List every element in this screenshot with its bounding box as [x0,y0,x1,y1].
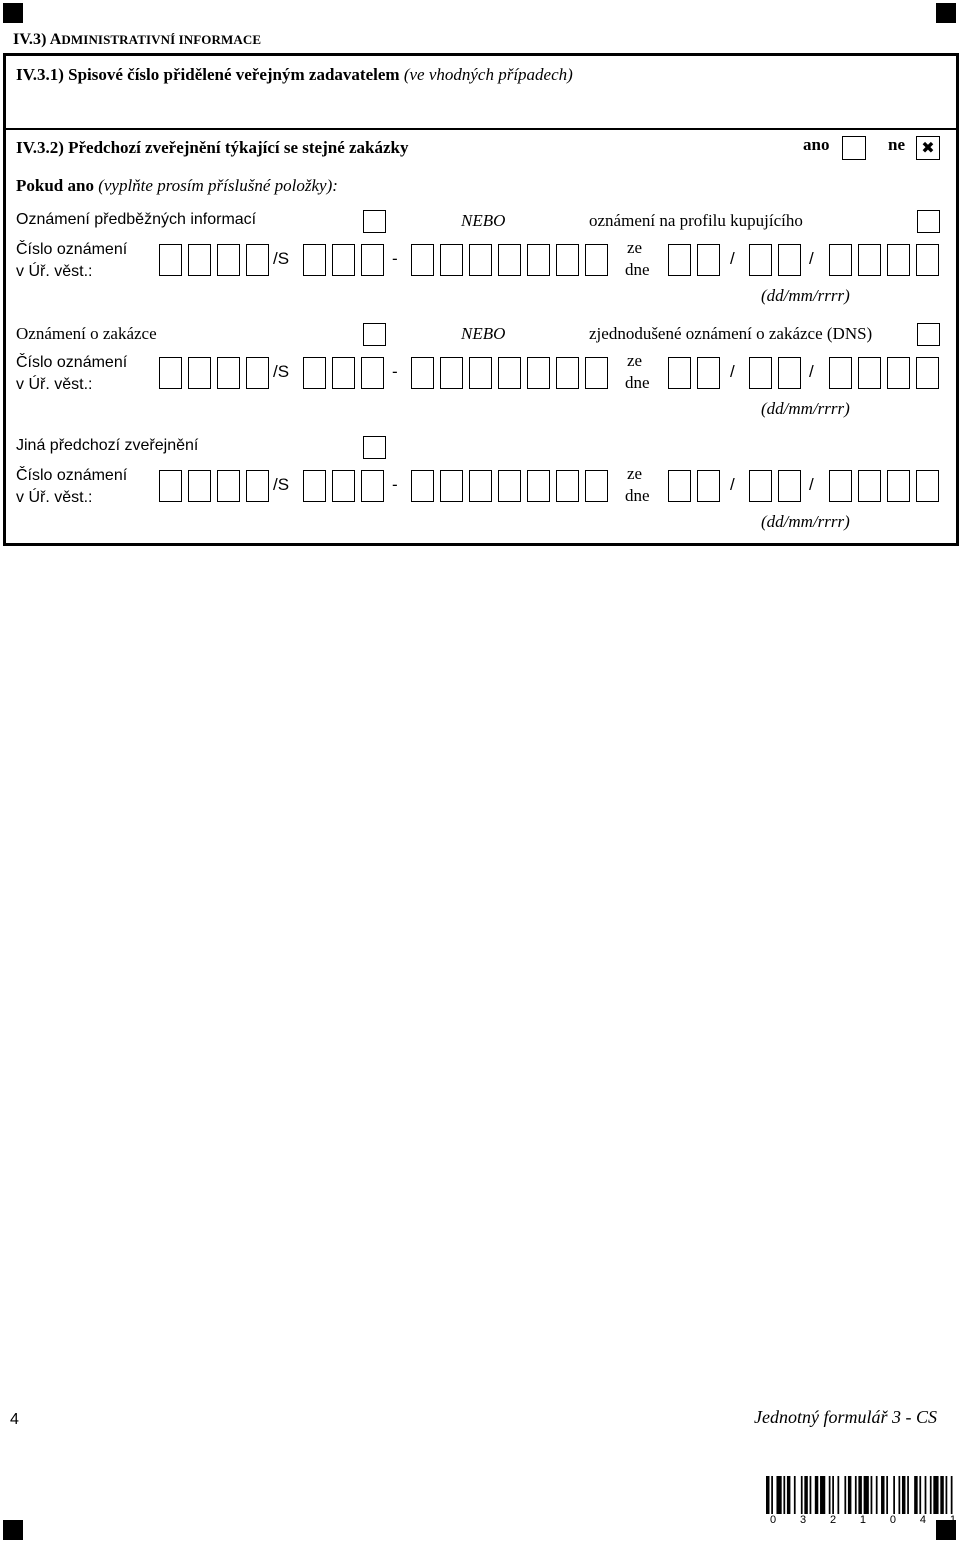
series-digit-box[interactable] [303,357,326,389]
notice-number-label-line2: v Úř. věst.: [16,376,93,393]
day-digit-box[interactable] [668,244,691,276]
buyer-profile-notice-label: oznámení na profilu kupujícího [589,211,803,230]
year-date-digit-box[interactable] [829,357,852,389]
year-date-digit-box[interactable] [887,470,910,502]
page-number: 4 [10,1411,19,1428]
or-label: NEBO [461,324,506,343]
month-digit-box[interactable] [778,244,801,276]
barcode-bar [771,1476,773,1514]
number-digit-box[interactable] [498,470,521,502]
year-digit-box[interactable] [217,244,240,276]
section-title: IV.3) ADMINISTRATIVNÍ INFORMACE [13,31,262,48]
barcode-bar [858,1476,861,1514]
number-digit-box[interactable] [440,470,463,502]
barcode-bar [951,1476,953,1514]
year-digit-box[interactable] [246,470,269,502]
date-prefix-dne: dne [625,486,650,505]
form-name: Jednotný formulář 3 - CS [754,1407,937,1427]
number-digit-box[interactable] [411,470,434,502]
month-digit-box[interactable] [778,470,801,502]
year-digit-box[interactable] [246,357,269,389]
dash-separator: - [392,362,398,381]
s-separator: /S [273,475,290,494]
number-digit-box[interactable] [556,357,579,389]
date-slash: / [730,475,735,494]
barcode-bar [902,1476,905,1514]
simplified-contract-notice-checkbox[interactable] [917,323,940,346]
year-digit-box[interactable] [188,470,211,502]
date-prefix-ze: ze [627,351,643,370]
number-digit-box[interactable] [527,244,550,276]
number-digit-box[interactable] [411,357,434,389]
barcode-bar [804,1476,807,1514]
barcode-bar [893,1476,895,1514]
year-digit-box[interactable] [159,470,182,502]
date-slash: / [809,249,814,268]
barcode-bar [787,1476,790,1514]
barcode-digit: 3 [799,1514,807,1526]
year-date-digit-box[interactable] [916,470,939,502]
barcode [766,1476,956,1514]
series-digit-box[interactable] [332,470,355,502]
dash-separator: - [392,249,398,268]
barcode-bar [864,1476,869,1514]
date-slash: / [809,362,814,381]
number-digit-box[interactable] [469,357,492,389]
barcode-bar [925,1476,927,1514]
barcode-bar [933,1476,938,1514]
barcode-bar [876,1476,878,1514]
number-digit-box[interactable] [556,244,579,276]
prior-information-notice-checkbox[interactable] [363,210,386,233]
simplified-contract-notice-label: zjednodušené oznámení o zakázce (DNS) [589,324,873,343]
date-prefix-ze: ze [627,464,643,483]
prior-information-notice-label: Oznámení předběžných informací [16,211,257,228]
day-digit-box[interactable] [697,244,720,276]
series-digit-box[interactable] [332,357,355,389]
year-date-digit-box[interactable] [887,357,910,389]
year-date-digit-box[interactable] [858,244,881,276]
notice-number-label: Číslo oznámení [16,354,128,371]
number-digit-box[interactable] [585,244,608,276]
barcode-bar [837,1476,839,1514]
day-digit-box[interactable] [697,357,720,389]
series-digit-box[interactable] [303,244,326,276]
notice-number-label: Číslo oznámení [16,241,128,258]
date-slash: / [809,475,814,494]
s-separator: /S [273,362,290,381]
barcode-digit: 4 [919,1514,926,1526]
barcode-bar [930,1476,932,1514]
barcode-bar [783,1476,785,1514]
number-digit-box[interactable] [556,470,579,502]
series-digit-box[interactable] [332,244,355,276]
series-digit-box[interactable] [361,357,384,389]
month-digit-box[interactable] [778,357,801,389]
day-digit-box[interactable] [668,357,691,389]
day-digit-box[interactable] [668,470,691,502]
number-digit-box[interactable] [498,357,521,389]
notice-number-label: Číslo oznámení [16,467,128,484]
month-digit-box[interactable] [749,470,772,502]
date-format-hint: (dd/mm/rrrr) [761,512,850,531]
barcode-digits [770,1514,956,1526]
year-date-digit-box[interactable] [916,244,939,276]
notice-number-label-line2: v Úř. věst.: [16,263,93,280]
dash-separator: - [392,475,398,494]
number-digit-box[interactable] [469,244,492,276]
barcode-bar [801,1476,803,1514]
registration-mark-bottom-left [3,1520,23,1540]
barcode-bar [914,1476,917,1514]
year-date-digit-box[interactable] [887,244,910,276]
barcode-digit: 1 [859,1514,867,1526]
date-format-hint: (dd/mm/rrrr) [761,399,850,418]
barcode-bar [898,1476,900,1514]
series-digit-box[interactable] [361,470,384,502]
year-digit-box[interactable] [188,357,211,389]
number-digit-box[interactable] [469,470,492,502]
year-date-digit-box[interactable] [858,470,881,502]
barcode-digit: 0 [770,1514,777,1526]
number-digit-box[interactable] [527,357,550,389]
divider-431 [6,128,956,130]
date-slash: / [730,362,735,381]
yes-label: ano [803,135,830,154]
barcode-bar [815,1476,818,1514]
field-case-number: IV.3.1) Spisové číslo přidělené veřejným zadavatelem (ve vhodných případech) [16,65,573,84]
buyer-profile-notice-checkbox[interactable] [917,210,940,233]
number-digit-box[interactable] [411,244,434,276]
date-slash: / [730,249,735,268]
barcode-bar [946,1476,948,1514]
other-publication-checkbox[interactable] [363,436,386,459]
if-yes-instruction: Pokud ano (vyplňte prosím příslušné položky): [16,176,338,195]
other-publication-label: Jiná předchozí zveřejnění [16,437,199,454]
or-label: NEBO [461,211,506,230]
series-digit-box[interactable] [361,244,384,276]
year-date-digit-box[interactable] [829,244,852,276]
barcode-bar [829,1476,831,1514]
date-prefix-dne: dne [625,260,650,279]
barcode-bar [794,1476,796,1514]
number-digit-box[interactable] [440,357,463,389]
number-digit-box[interactable] [585,357,608,389]
barcode-bar [907,1476,909,1514]
barcode-digit: 0 [889,1514,896,1526]
date-prefix-ze: ze [627,238,643,257]
date-prefix-dne: dne [625,373,650,392]
barcode-bar [886,1476,888,1514]
number-digit-box[interactable] [527,470,550,502]
barcode-bar [776,1476,781,1514]
registration-mark-top-right [936,3,956,23]
barcode-digit: 2 [829,1514,837,1526]
s-separator: /S [273,249,290,268]
barcode-bar [848,1476,851,1514]
barcode-bar [810,1476,812,1514]
contract-notice-checkbox[interactable] [363,323,386,346]
yes-checkbox[interactable] [842,136,866,160]
year-digit-box[interactable] [159,357,182,389]
registration-mark-top-left [3,3,23,23]
number-digit-box[interactable] [585,470,608,502]
year-digit-box[interactable] [246,244,269,276]
year-date-digit-box[interactable] [829,470,852,502]
month-digit-box[interactable] [749,357,772,389]
barcode-digit: 1 [949,1514,956,1526]
year-date-digit-box[interactable] [916,357,939,389]
year-date-digit-box[interactable] [858,357,881,389]
barcode-bar [919,1476,921,1514]
barcode-bar [881,1476,884,1514]
date-format-hint: (dd/mm/rrrr) [761,286,850,305]
barcode-bar [820,1476,825,1514]
series-digit-box[interactable] [303,470,326,502]
field-previous-publication: IV.3.2) Předchozí zveřejnění týkající se stejné zakázky [16,138,409,157]
contract-notice-label: Oznámení o zakázce [16,324,157,343]
number-digit-box[interactable] [498,244,521,276]
form-frame [3,53,959,546]
barcode-bar [766,1476,769,1514]
month-digit-box[interactable] [749,244,772,276]
barcode-bar [871,1476,873,1514]
number-digit-box[interactable] [440,244,463,276]
year-digit-box[interactable] [188,244,211,276]
no-label: ne [888,135,905,154]
barcode-bar [832,1476,834,1514]
barcode-bar [855,1476,857,1514]
notice-number-label-line2: v Úř. věst.: [16,489,93,506]
year-digit-box[interactable] [217,357,240,389]
year-digit-box[interactable] [159,244,182,276]
no-checkbox[interactable] [916,136,940,160]
year-digit-box[interactable] [217,470,240,502]
day-digit-box[interactable] [697,470,720,502]
barcode-bar [940,1476,943,1514]
barcode-bar [844,1476,846,1514]
cross-mark-icon: ✖ [921,138,935,157]
